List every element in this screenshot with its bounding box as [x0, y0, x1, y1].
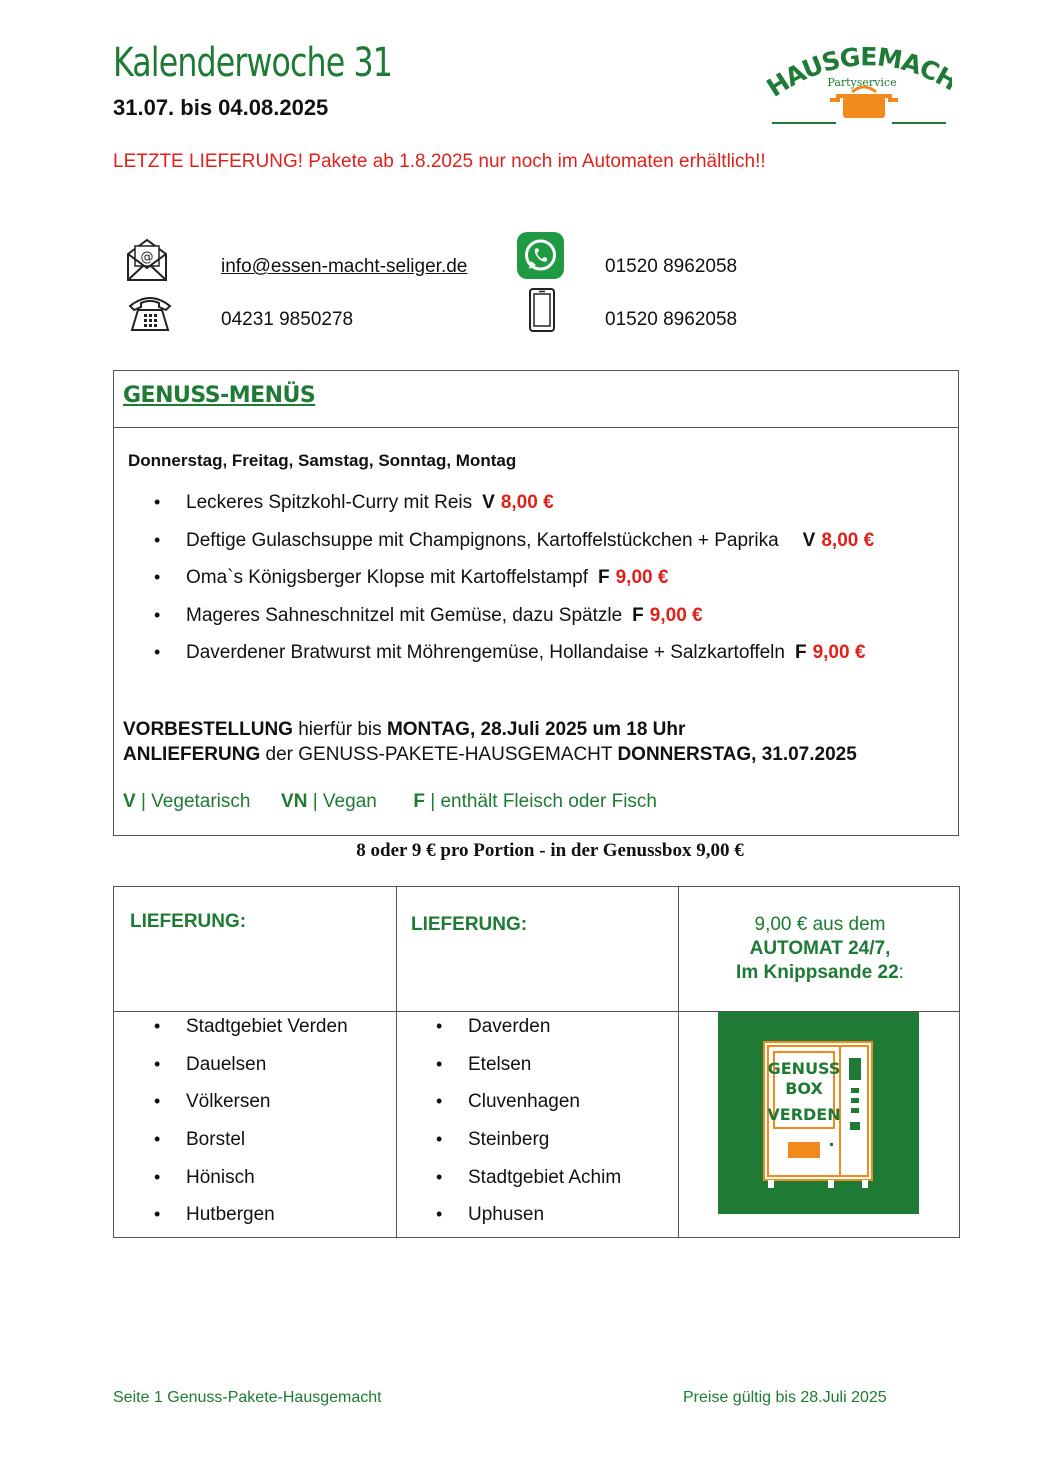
menu-item-name: Deftige Gulaschsuppe mit Champignons, Kartoffelstückchen + Paprika [186, 529, 779, 551]
delivery-location: • Daverden [436, 1016, 621, 1054]
menu-item [154, 605, 874, 643]
genussbox-image [718, 1012, 919, 1214]
menu-item-price: 9,00 € [812, 642, 866, 663]
email-icon [125, 236, 169, 287]
genussbox-text-3: VERDEN [767, 1105, 841, 1124]
menu-list [154, 492, 874, 680]
delivery-location: • Stadtgebiet Achim [436, 1167, 621, 1205]
menu-item-tag: F [598, 567, 610, 588]
menu-item-price: 9,00 € [649, 604, 703, 626]
menu-days: Donnerstag, Freitag, Samstag, Sonntag, Montag [128, 451, 517, 470]
delivery-col2-list [436, 1016, 621, 1242]
delivery-col1-list [154, 1016, 348, 1242]
logo-text: AUSGEMAC [780, 42, 943, 93]
phone-number: 04231 9850278 [221, 309, 354, 330]
delivery-location: • Dauelsen [154, 1054, 348, 1092]
delivery-location: • Borstel [154, 1129, 348, 1167]
svg-text:@: @ [140, 250, 154, 265]
menu-item [154, 530, 874, 568]
menu-legend: V | Vegetarisch VN | Vegan F | enthält Fleisch oder Fisch [123, 791, 657, 812]
genussbox-text-1: GENUSS [767, 1059, 841, 1078]
menu-item-name: Oma`s Königsberger Klopse mit Kartoffelstampf [186, 567, 588, 588]
email-link[interactable]: info@essen-macht-seliger.de [221, 256, 468, 277]
delivery-location: • Stadtgebiet Verden [154, 1016, 348, 1054]
menu-item-price: 9,00 € [615, 567, 669, 588]
menu-title: GENUSS-MENÜS [123, 383, 316, 408]
phone-icon [126, 294, 174, 337]
menu-item-tag: F [632, 604, 644, 626]
menu-item-price: 8,00 € [821, 529, 875, 551]
menu-item-name: Leckeres Spitzkohl-Curry mit Reis [186, 492, 473, 513]
mobile-number: 01520 8962058 [605, 309, 738, 330]
order-info: VORBESTELLUNG hierfür bis MONTAG, 28.Juli 2025 um 18 Uhr ANLIEFERUNG der GENUSS-PAKETE-HAUSGEMACHT DONNERSTAG, 31.07.2025 [123, 719, 857, 765]
menu-item [154, 567, 874, 605]
menu-item-tag: V [482, 492, 495, 513]
menu-item [154, 642, 874, 680]
date-range: 31.07. bis 04.08.2025 [113, 95, 329, 120]
logo-subtitle: Partyservice [827, 76, 897, 89]
delivery-location: • Steinberg [436, 1129, 621, 1167]
delivery-col2-heading: LIEFERUNG: [411, 914, 528, 935]
logo [766, 40, 952, 130]
logo-graphic [766, 40, 952, 130]
menu-item-name: Mageres Sahneschnitzel mit Gemüse, dazu Spätzle [186, 604, 623, 626]
footer-right: Preise gültig bis 28.Juli 2025 [683, 1389, 887, 1406]
portion-price-note: 8 oder 9 € pro Portion - in der Genussbox 9,00 € [356, 840, 744, 861]
menu-item-tag: F [794, 642, 807, 663]
menu-item-price: 8,00 € [500, 492, 554, 513]
delivery-location: • Völkersen [154, 1091, 348, 1129]
delivery-notice: LETZTE LIEFERUNG! Pakete ab 1.8.2025 nur noch im Automaten erhältlich!! [113, 151, 766, 172]
delivery-location: • Uphusen [436, 1204, 621, 1242]
whatsapp-icon [517, 232, 564, 284]
page-title: Kalenderwoche 31 [113, 40, 393, 86]
svg-text:HAUSGEMACHT! [766, 40, 952, 103]
delivery-table [113, 886, 960, 1238]
genussbox-text-2: BOX [785, 1079, 823, 1098]
menu-box-header [114, 371, 958, 428]
delivery-col1-heading: LIEFERUNG: [130, 911, 247, 932]
menu-box [113, 370, 959, 836]
delivery-location: • Etelsen [436, 1054, 621, 1092]
menu-item [154, 492, 874, 530]
footer-left: Seite 1 Genuss-Pakete-Hausgemacht [113, 1389, 382, 1406]
whatsapp-number: 01520 8962058 [605, 256, 738, 277]
delivery-location: • Hutbergen [154, 1204, 348, 1242]
delivery-location: • Cluvenhagen [436, 1091, 621, 1129]
delivery-location: • Hönisch [154, 1167, 348, 1205]
menu-item-tag: V [802, 529, 816, 551]
menu-item-name: Daverdener Bratwurst mit Möhrengemüse, Hollandaise + Salzkartoffeln [186, 642, 785, 663]
mobile-icon [528, 287, 556, 338]
automat-heading: 9,00 € aus dem AUTOMAT 24/7, Im Knippsande 22: [736, 914, 904, 983]
